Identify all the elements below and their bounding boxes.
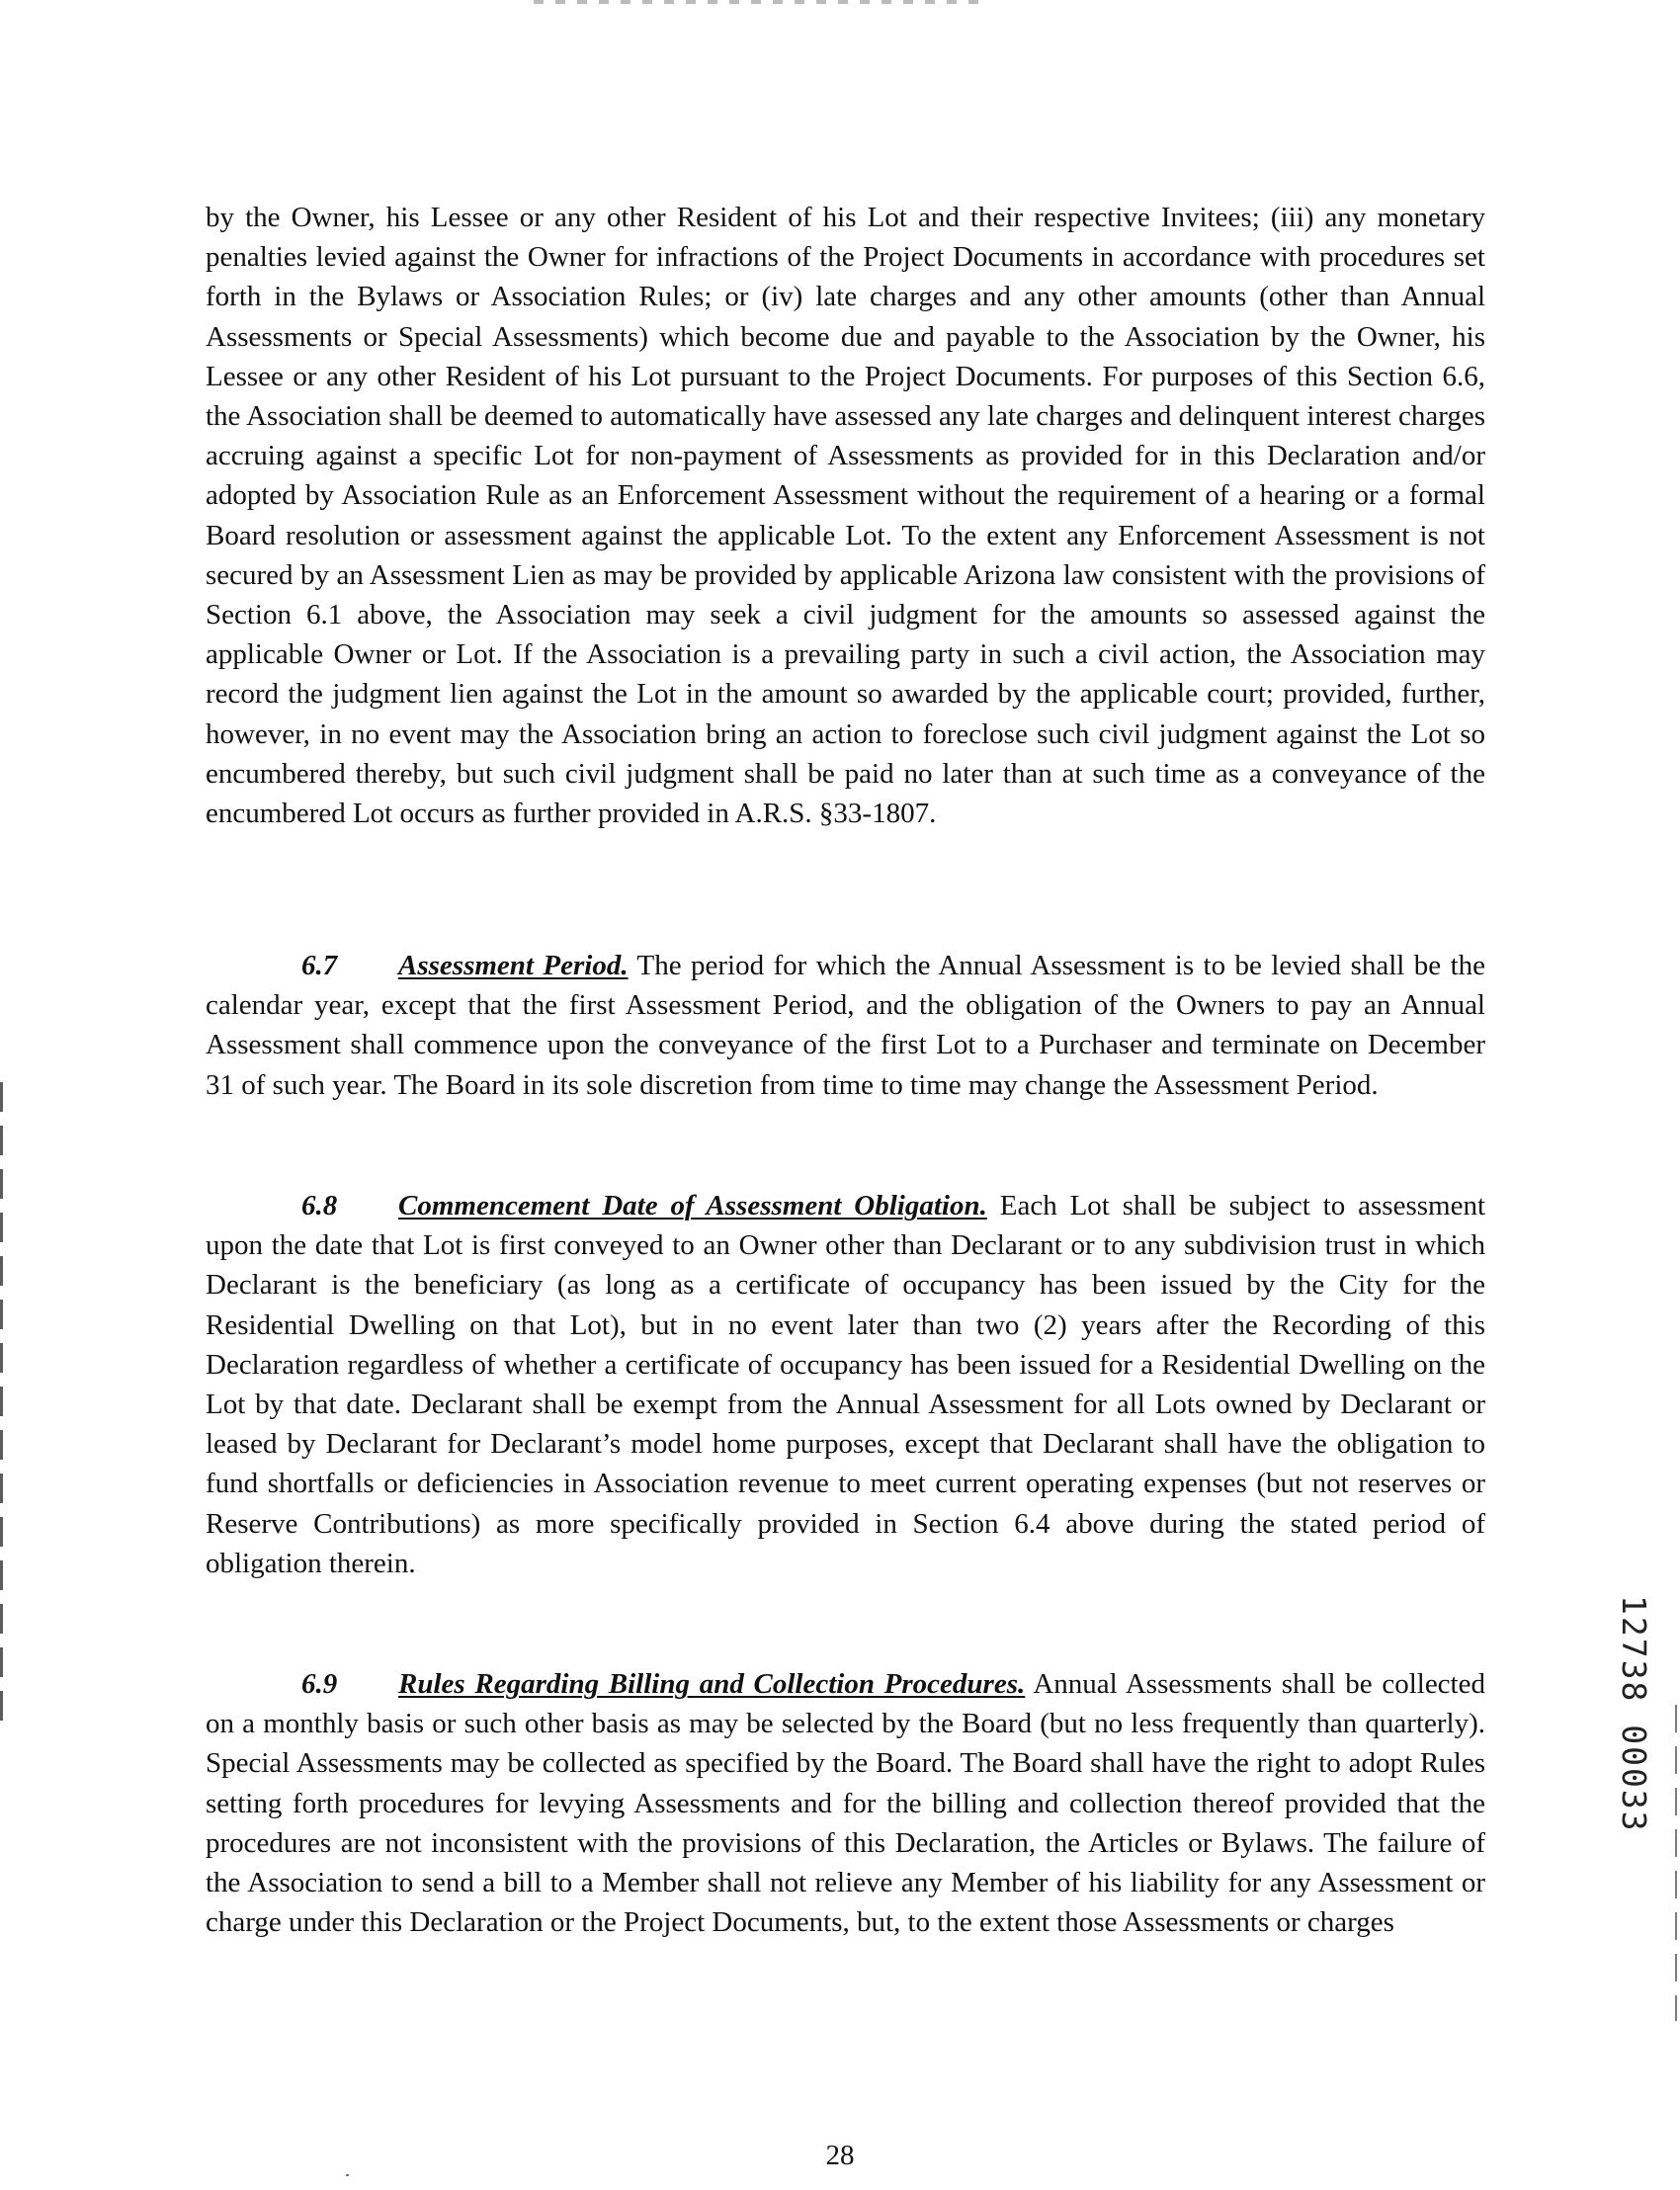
- page-number: 28: [825, 2140, 855, 2171]
- section-6-7: [206, 946, 1485, 1105]
- section-number: 6.9: [301, 1668, 338, 1700]
- left-scan-edge: [0, 1082, 3, 1734]
- section-body: The period for which the Annual Assessment is to be levied shall be the calendar year, except that the first Assessment Period, and the obligation of the Owners to pay an Annual Assessment shall commence upon the conveyance of the first Lot to a Purchaser and terminate on December 31 of such year. The Board in its sole discretion from time to time may change the Assessment Period.: [206, 950, 1486, 1101]
- recording-stamp-text: 12738 00033: [1615, 1595, 1653, 1833]
- section-number: 6.7: [301, 950, 338, 981]
- section-title: Commencement Date of Assessment Obligation.: [398, 1190, 987, 1221]
- section-title: Rules Regarding Billing and Collection Procedures.: [398, 1668, 1026, 1700]
- section-body: Annual Assessments shall be collected on a monthly basis or such other basis as may be selected by the Board (but no less frequently than quarterly). Special Assessments may be collected as specified by the Board. The Board shall have the right to adopt Rules setting forth procedures for levying Assessments and for the billing and collection thereof provided that the procedures are not inconsistent with the provisions of this Declaration, the Articles or Bylaws. The failure of the Association to send a bill to a Member shall not relieve any Member of his liability for any Assessment or charge under this Declaration or the Project Documents, but, to the extent those Assessments or charges: [206, 1668, 1485, 1939]
- right-scan-edge: [1675, 1705, 1677, 2021]
- section-body: Each Lot shall be subject to assessment upon the date that Lot is first conveyed to an Owner other than Declarant or to any subdivision trust in which Declarant is the beneficiary (as long as a certificate of occupancy has been issued by the City for the Residential Dwelling on that Lot), but in no event later than two (2) years after the Recording of this Declaration regardless of whether a certificate of occupancy has been issued for a Residential Dwelling on the Lot by that date. Declarant shall be exempt from the Annual Assessment for all Lots owned by Declarant or leased by Declarant for Declarant’s model home purposes, except that Declarant shall have the obligation to fund shortfalls or deficiencies in Association revenue to meet current operating expenses (but not reserves or Reserve Contributions) as more specifically provided in Section 6.4 above during the stated period of obligation therein.: [206, 1190, 1485, 1579]
- recording-stamp: [1615, 1595, 1653, 1921]
- section-6-8: [206, 1186, 1485, 1583]
- scan-speck: [346, 2174, 349, 2176]
- continuation-paragraph: by the Owner, his Lessee or any other Resident of his Lot and their respective Invitees; (iii) any monetary penalties levied against the Owner for infractions of the Project Documents in accordance with procedures set forth in the Bylaws or Association Rules; or (iv) late charges and any other amounts (other than Annual Assessments or Special Assessments) which become due and payable to the Association by the Owner, his Lessee or any other Resident of his Lot pursuant to the Project Documents. For purposes of this Section 6.6, the Association shall be deemed to automatically have assessed any late charges and delinquent interest charges accruing against a specific Lot for non-payment of Assessments as provided for in this Declaration and/or adopted by Association Rule as an Enforcement Assessment without the requirement of a hearing or a formal Board resolution or assessment against the applicable Lot. To the extent any Enforcement Assessment is not secured by an Assessment Lien as may be provided by applicable Arizona law consistent with the provisions of Section 6.1 above, the Association may seek a civil judgment for the amounts so assessed against the applicable Owner or Lot. If the Association is a prevailing party in such a civil action, the Association may record the judgment lien against the Lot in the amount so awarded by the applicable court; provided, further, however, in no event may the Association bring an action to foreclose such civil judgment against the Lot so encumbered thereby, but such civil judgment shall be paid no later than at such time as a conveyance of the encumbered Lot occurs as further provided in A.R.S. §33-1807.: [206, 202, 1485, 830]
- section-6-9: [206, 1664, 1485, 1942]
- top-scan-artifact: [534, 0, 978, 4]
- section-number: 6.8: [301, 1190, 338, 1221]
- section-title: Assessment Period.: [398, 950, 629, 981]
